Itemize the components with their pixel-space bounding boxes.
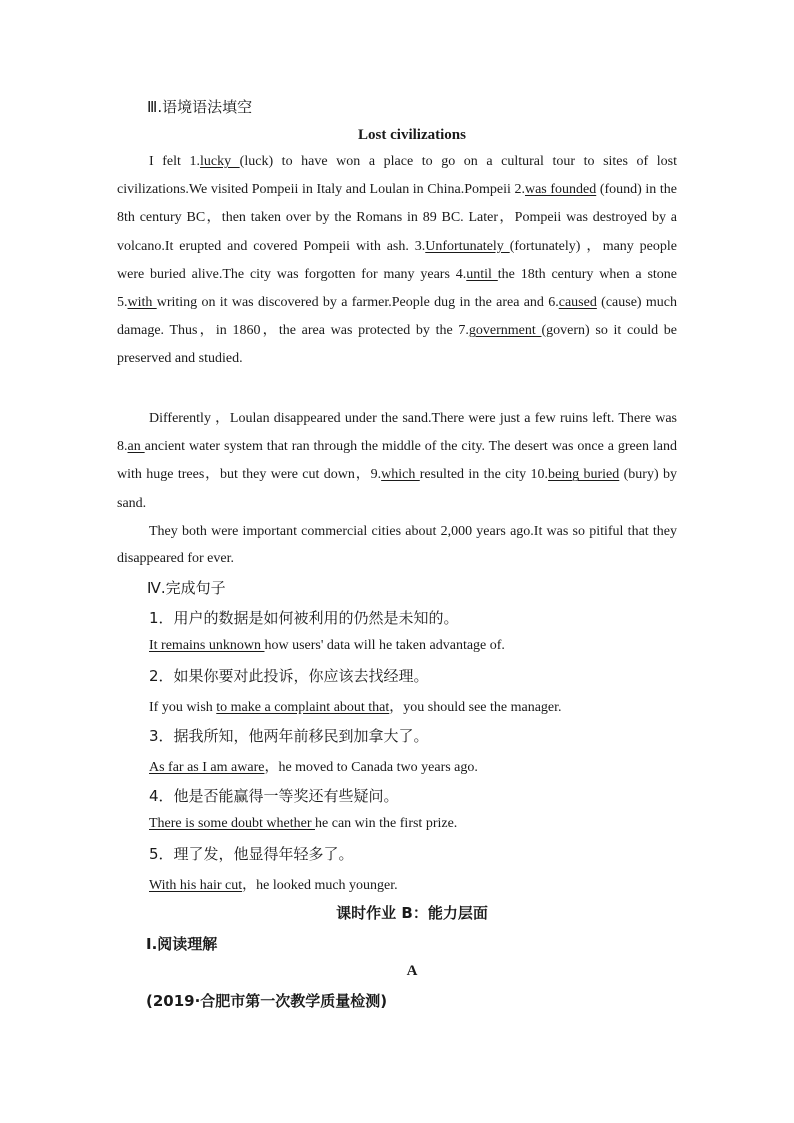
- part-b-heading: 课时作业 B：能力层面: [336, 904, 488, 922]
- answer-2: was founded: [524, 182, 597, 198]
- section-heading-reading: Ⅰ.阅读理解: [146, 935, 218, 953]
- question-5-chinese: 5．理了发，他显得年轻多了。: [149, 845, 354, 863]
- question-5-answer-line: [149, 874, 398, 894]
- passage-source: (2019·合肥市第一次教学质量检测): [146, 992, 388, 1010]
- answer-4: until: [466, 266, 498, 282]
- question-2-answer-line: [149, 696, 562, 716]
- text: (luck) to have won a place to go on a cultural tour to sites of lost civilizations.We visited Pompeii in Italy and Loulan in China.Pompeii 2.: [117, 154, 678, 198]
- answer-7: government: [468, 323, 542, 339]
- answer: As far as I am aware: [149, 760, 265, 775]
- text: how users' data will he taken advantage of.: [264, 638, 505, 653]
- answer: With his hair cut: [149, 878, 243, 893]
- text: (cause) much damage. Thus，in 1860，the area was protected by the 7.: [117, 295, 677, 339]
- text: ancient water system that ran through the middle of the city. The desert was once a green land with huge trees，but they were cut down，9.: [117, 439, 677, 483]
- text: writing on it was discovered by a farmer.People dug in the area and 6.: [156, 295, 559, 311]
- answer: to make a complaint about that: [216, 700, 390, 715]
- text: ，you should see the manager.: [389, 700, 562, 715]
- answer-5: with: [127, 295, 157, 311]
- question-1-chinese: 1．用户的数据是如何被利用的仍然是未知的。: [149, 609, 459, 627]
- passage-title: Lost civilizations: [358, 127, 466, 143]
- section-heading-grammar-fill: Ⅲ.语境语法填空: [147, 98, 253, 116]
- text: They both were important commercial cities about 2,000 years ago.It was so pitiful that they disappeared for ever.: [117, 524, 677, 566]
- text: ，he moved to Canada two years ago.: [264, 760, 478, 775]
- answer-1: lucky: [199, 154, 240, 169]
- answer-10: being buried: [548, 467, 620, 483]
- question-1-answer-line: [149, 638, 505, 654]
- passage-paragraph-1: [117, 148, 677, 374]
- text: the 18th century when a stone 5.: [117, 266, 678, 311]
- answer-3: Unfortunately: [425, 238, 510, 254]
- answer-8: an: [127, 439, 145, 455]
- text: resulted in the city 10.: [419, 467, 549, 483]
- answer-6: caused: [558, 295, 597, 311]
- text: Differently ，Loulan disappeared under the sand.There were just a few ruins left. There was 8.: [117, 411, 677, 455]
- section-heading-complete-sentences: Ⅳ.完成句子: [147, 579, 226, 597]
- question-3-chinese: 3．据我所知，他两年前移民到加拿大了。: [149, 727, 429, 745]
- answer: It remains unknown: [149, 638, 265, 653]
- text: (found) in the 8th century BC，then taken over by the Romans in 89 BC. Later，Pompeii was destroyed by a volcano.It erupted and covered Pompeii with ash. 3.: [117, 182, 677, 254]
- passage-letter: A: [406, 963, 418, 979]
- text: ，he looked much younger.: [242, 878, 398, 893]
- answer: There is some doubt whether: [149, 816, 316, 831]
- text: (govern) so it could be preserved and studied.: [117, 323, 677, 367]
- question-4-answer-line: [149, 816, 457, 832]
- passage-paragraph-3: [117, 518, 677, 572]
- text: (fortunately) ，many people were buried alive.The city was forgotten for many years 4.: [117, 238, 677, 282]
- text: (bury) by sand.: [117, 467, 677, 511]
- question-2-chinese: 2．如果你要对此投诉，你应该去找经理。: [149, 667, 429, 685]
- text: If you wish: [149, 700, 217, 715]
- text: I felt 1.: [149, 154, 200, 169]
- passage-paragraph-2: [117, 405, 677, 518]
- question-3-answer-line: [149, 756, 478, 776]
- text: he can win the first prize.: [315, 816, 458, 831]
- question-4-chinese: 4．他是否能赢得一等奖还有些疑问。: [149, 787, 399, 805]
- answer-9: which: [381, 467, 420, 483]
